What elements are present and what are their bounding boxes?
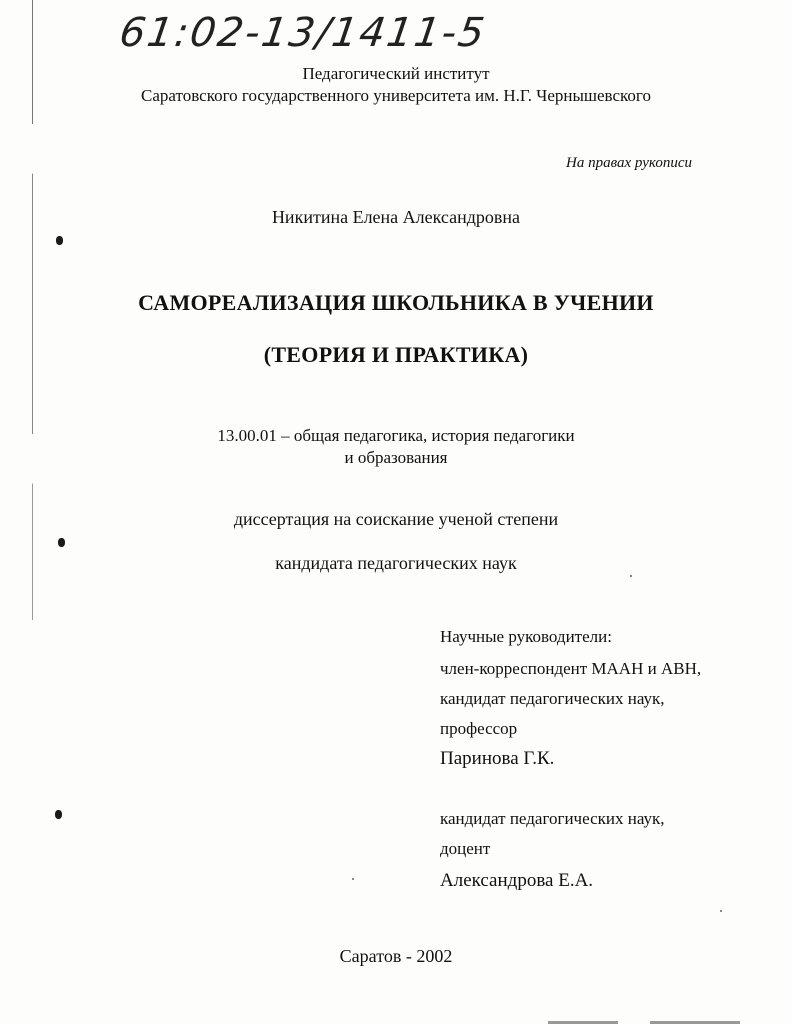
supervisor2-name: Александрова Е.А.: [440, 870, 594, 891]
scan-speck: [56, 236, 63, 245]
specialty-line2: и образования: [344, 448, 448, 467]
city-year: Саратов - 2002: [339, 946, 453, 966]
scan-speck: [720, 910, 722, 912]
supervisor1-name: Паринова Г.К.: [440, 748, 555, 769]
degree-line1: диссертация на соискание ученой степени: [233, 509, 559, 529]
title-line2: (ТЕОРИЯ И ПРАКТИКА): [263, 342, 529, 367]
supervisor2-title2: доцент: [440, 839, 491, 858]
supervisor1-title2: кандидат педагогических наук,: [440, 689, 665, 708]
scan-speck: [630, 575, 632, 577]
title-line1: САМОРЕАЛИЗАЦИЯ ШКОЛЬНИКА В УЧЕНИИ: [138, 290, 654, 315]
author-name: Никитина Елена Александровна: [271, 207, 521, 227]
scan-speck: [58, 538, 65, 547]
supervisors-heading: Научные руководители:: [440, 627, 612, 646]
scan-speck: [55, 810, 62, 819]
rights-note: На правах рукописи: [566, 155, 692, 171]
supervisor2-title1: кандидат педагогических наук,: [440, 809, 665, 828]
supervisor1-title3: профессор: [440, 719, 518, 738]
degree-line2: кандидата педагогических наук: [275, 553, 517, 573]
institution-line1: Педагогический институт: [302, 64, 490, 83]
scan-speck: [352, 878, 354, 880]
institution-line2: Саратовского государственного университета им. Н.Г. Чернышевского: [141, 86, 651, 105]
specialty-line1: 13.00.01 – общая педагогика, история педагогики: [217, 426, 575, 445]
supervisor1-title1: член-корреспондент МААН и АВН,: [440, 659, 702, 678]
archive-number: 61:02-13/1411-5: [116, 10, 489, 56]
